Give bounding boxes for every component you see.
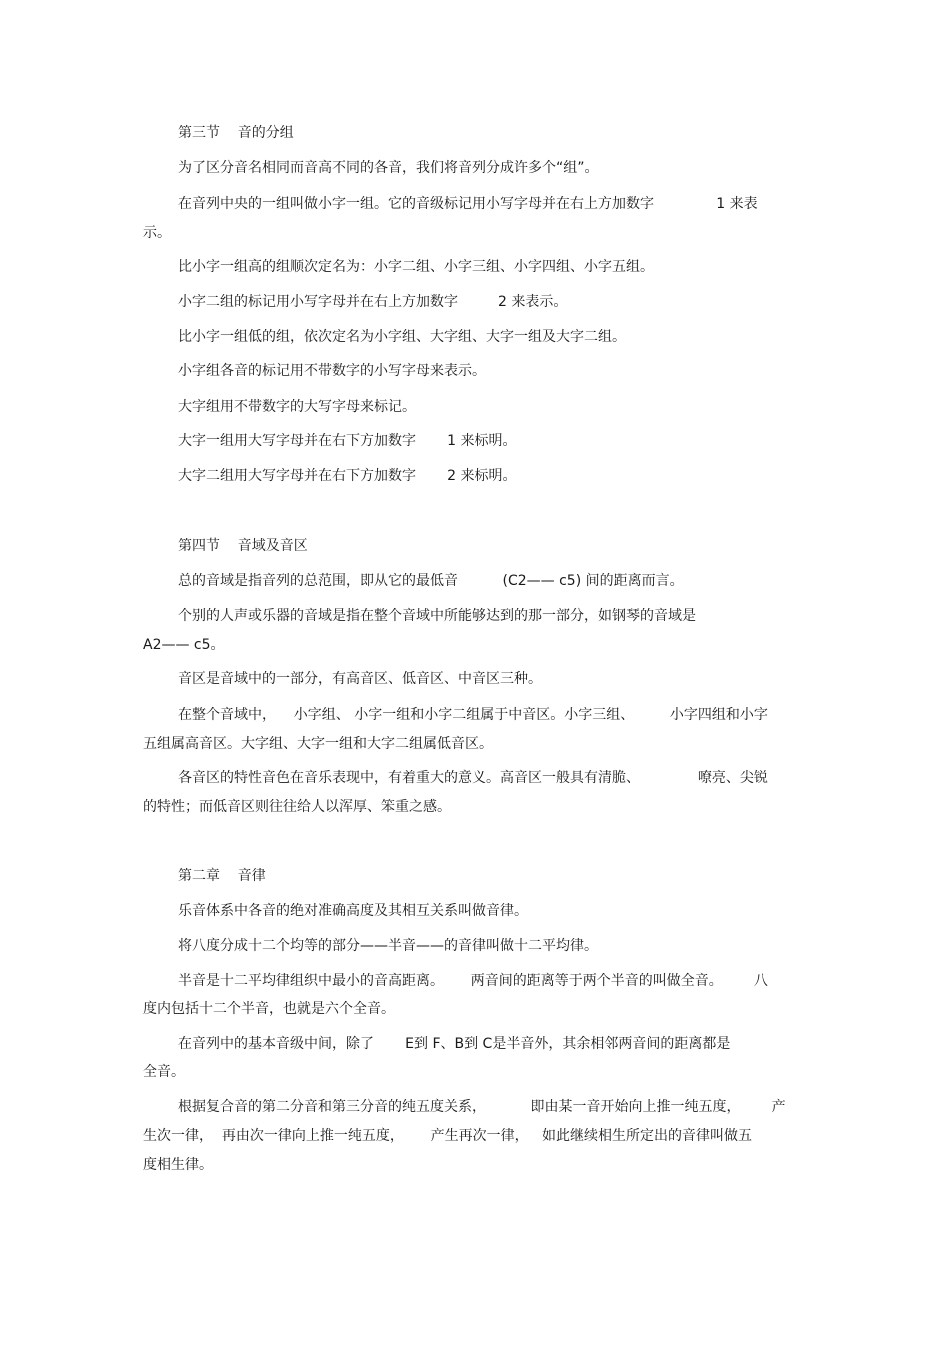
paragraph-line: 比小字一组高的组顺次定名为：小字二组、小字三组、小字四组、小字五组。 <box>178 259 654 275</box>
paragraph-line: 度相生律。 <box>143 1157 213 1173</box>
paragraph-line: 个别的人声或乐器的音域是指在整个音域中所能够达到的那一部分，如钢琴的音域是 <box>178 608 696 624</box>
section-heading: 第二章 音律 <box>178 868 266 884</box>
paragraph-line: 在音列中的基本音级中间，除了 E到 F、B到 C是半音外，其余相邻两音间的距离都是 <box>178 1036 731 1052</box>
paragraph-line: 五组属高音区。大字组、大字一组和大字二组属低音区。 <box>143 736 493 752</box>
paragraph-line: 各音区的特性音色在音乐表现中，有着重大的意义。高音区一般具有清脆、 嘹亮、尖锐 <box>178 770 768 786</box>
paragraph-line: 大字二组用大写字母并在右下方加数字 2 来标明。 <box>178 468 517 484</box>
paragraph-line: 生次一律， 再由次一律向上推一纯五度， 产生再次一律， 如此继续相生所定出的音律叫做五 <box>143 1128 752 1144</box>
paragraph-line: 在音列中央的一组叫做小字一组。它的音级标记用小写字母并在右上方加数字 1 来表 <box>178 196 758 212</box>
paragraph-line: 音区是音域中的一部分，有高音区、低音区、中音区三种。 <box>178 671 542 687</box>
paragraph-line: 比小字一组低的组，依次定名为小字组、大字组、大字一组及大字二组。 <box>178 329 626 345</box>
paragraph-line: 小字二组的标记用小写字母并在右上方加数字 2 来表示。 <box>178 294 568 310</box>
paragraph-line: 将八度分成十二个均等的部分——半音——的音律叫做十二平均律。 <box>178 938 598 954</box>
paragraph-line: A2—— c5。 <box>143 637 225 653</box>
paragraph-line: 总的音域是指音列的总范围，即从它的最低音 (C2—— c5) 间的距离而言。 <box>178 573 684 589</box>
paragraph-line: 大字一组用大写字母并在右下方加数字 1 来标明。 <box>178 433 517 449</box>
paragraph-line: 的特性；而低音区则往往给人以浑厚、笨重之感。 <box>143 799 451 815</box>
paragraph-line: 在整个音域中， 小字组、 小字一组和小字二组属于中音区。小字三组、 小字四组和小字 <box>178 707 768 723</box>
paragraph-line: 根据复合音的第二分音和第三分音的纯五度关系， 即由某一音开始向上推一纯五度， 产 <box>178 1099 786 1115</box>
section-heading: 第四节 音域及音区 <box>178 538 308 554</box>
paragraph-line: 乐音体系中各音的绝对准确高度及其相互关系叫做音律。 <box>178 903 528 919</box>
paragraph-line: 小字组各音的标记用不带数字的小写字母来表示。 <box>178 363 486 379</box>
paragraph-line: 半音是十二平均律组织中最小的音高距离。 两音间的距离等于两个半音的叫做全音。 八 <box>178 973 768 989</box>
paragraph-line: 全音。 <box>143 1064 185 1080</box>
paragraph-line: 度内包括十二个半音，也就是六个全音。 <box>143 1001 395 1017</box>
section-heading: 第三节 音的分组 <box>178 125 294 141</box>
paragraph-line: 大字组用不带数字的大写字母来标记。 <box>178 399 416 415</box>
paragraph-line: 为了区分音名相同而音高不同的各音，我们将音列分成许多个“组”。 <box>178 160 599 176</box>
paragraph-line: 示。 <box>143 225 171 241</box>
